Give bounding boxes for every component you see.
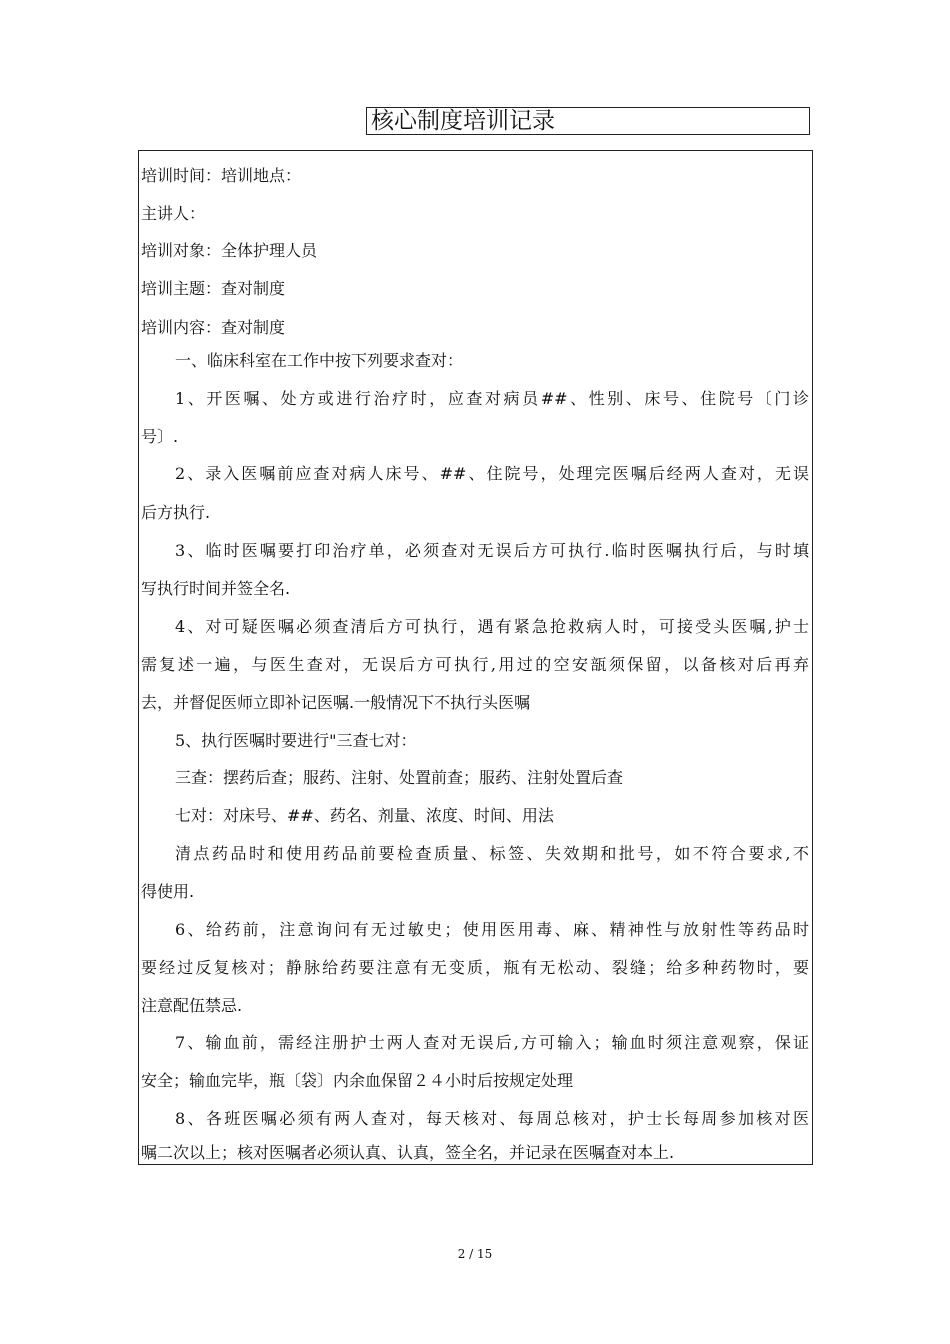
field-content: 培训内容：查对制度	[141, 318, 286, 337]
page-total: / 15	[469, 1247, 493, 1261]
body-line: 3、临时医嘱要打印治疗单，必须查对无误后方可执行.临时医嘱执行后，与时填	[175, 541, 809, 560]
body-line: 7、输血前，需经注册护士两人查对无误后,方可输入；输血时须注意观察，保证	[175, 1033, 809, 1052]
field-topic: 培训主题：查对制度	[141, 279, 286, 298]
body-line: 七对：对床号、##、药名、剂量、浓度、时间、用法	[175, 806, 554, 825]
page-number	[0, 1246, 950, 1262]
body-line: 得使用.	[141, 882, 195, 901]
training-record-table	[138, 150, 813, 1165]
body-line: 要经过反复核对；静脉给药要注意有无变质，瓶有无松动、裂缝；给多种药物时，要	[141, 958, 809, 977]
body-line: 后方执行.	[141, 503, 211, 522]
body-line: 号〕.	[141, 427, 179, 446]
body-line: 安全；输血完毕，瓶〔袋〕内余血保留２４小时后按规定处理	[141, 1071, 574, 1090]
body-line: 1、开医嘱、处方或进行治疗时，应查对病员##、性别、床号、住院号〔门诊	[175, 389, 809, 408]
body-line: 6、给药前，注意询问有无过敏史；使用医用毒、麻、精神性与放射性等药品时	[175, 920, 809, 939]
body-line: 去，并督促医师立即补记医嘱.一般情况下不执行头医嘱	[141, 693, 531, 712]
page-title: 核心制度培训记录	[366, 107, 810, 135]
body-line: 8、各班医嘱必须有两人查对，每天核对、每周总核对，护士长每周参加核对医	[175, 1109, 809, 1128]
field-speaker: 主讲人：	[141, 204, 206, 223]
page-current: 2	[457, 1247, 466, 1261]
body-line: 4、对可疑医嘱必须查清后方可执行，遇有紧急抢救病人时，可接受头医嘱,护士	[175, 617, 809, 636]
body-line: 清点药品时和使用药品前要检查质量、标签、失效期和批号，如不符合要求,不	[175, 844, 809, 863]
body-line: 一、临床科室在工作中按下列要求查对：	[175, 351, 464, 370]
body-line: 需复述一遍，与医生查对，无误后方可执行,用过的空安瓿须保留，以备核对后再弃	[141, 655, 809, 674]
body-line: 2、录入医嘱前应查对病人床号、##、住院号，处理完医嘱后经两人查对，无误	[175, 464, 809, 483]
body-line: 三查：摆药后查；服药、注射、处置前查；服药、注射处置后查	[175, 768, 624, 787]
body-line: 5、执行医嘱时要进行"三查七对：	[175, 731, 417, 750]
field-time-place: 培训时间：培训地点：	[141, 166, 302, 185]
field-audience: 培训对象：全体护理人员	[141, 241, 318, 260]
body-line: 注意配伍禁忌.	[141, 996, 243, 1015]
body-line: 嘱二次以上；核对医嘱者必须认真、认真，签全名，并记录在医嘱查对本上.	[141, 1143, 675, 1162]
body-line: 写执行时间并签全名.	[141, 579, 291, 598]
